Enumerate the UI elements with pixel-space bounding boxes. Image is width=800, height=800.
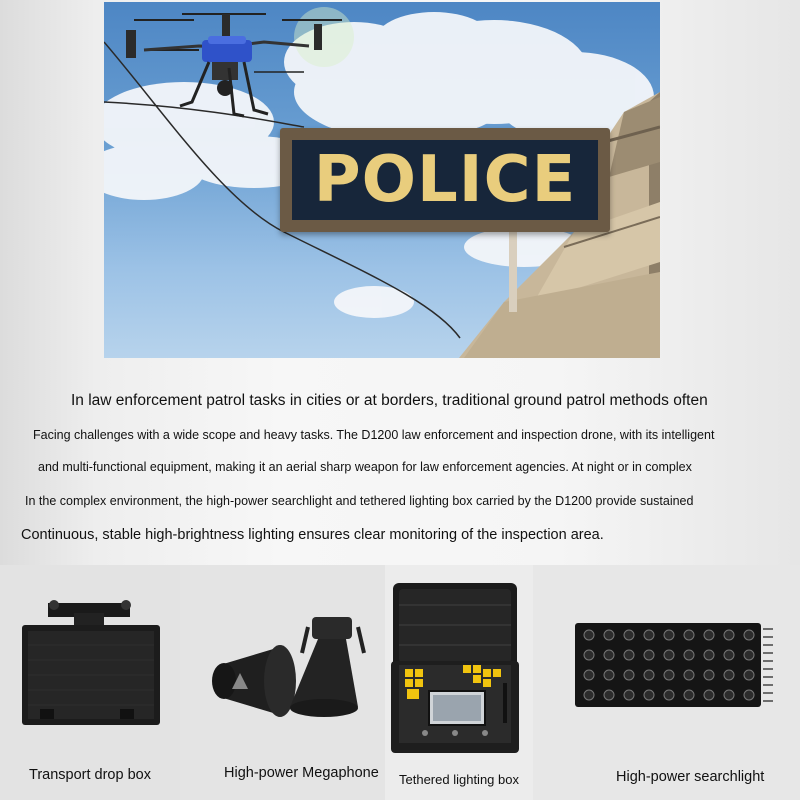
hero-photo <box>104 2 660 358</box>
police-sign <box>280 128 610 232</box>
paragraph-line-4: In the complex environment, the high-power searchlight and tethered lighting box carried by the D1200 provide sustained <box>25 494 694 508</box>
caption-lighting-box: Tethered lighting box <box>399 772 519 787</box>
product-strip <box>0 565 800 800</box>
caption-drop-box: Transport drop box <box>29 767 151 783</box>
lighting-box-icon <box>385 565 533 800</box>
caption-megaphone: High-power Megaphone <box>224 765 379 781</box>
paragraph-line-2: Facing challenges with a wide scope and heavy tasks. The D1200 law enforcement and inspection drone, with its intelligent <box>33 428 715 442</box>
drop-box-icon <box>0 565 180 800</box>
paragraph-line-5: Continuous, stable high-brightness lighting ensures clear monitoring of the inspection area. <box>21 527 604 543</box>
paragraph-line-3: and multi-functional equipment, making it an aerial sharp weapon for law enforcement agencies. At night or in complex <box>38 460 692 474</box>
police-sign-text: POLICE <box>313 143 577 217</box>
product-panel-searchlight <box>533 565 800 800</box>
product-panel-lighting-box <box>385 565 533 800</box>
paragraph-line-1: In law enforcement patrol tasks in cities or at borders, traditional ground patrol methods often <box>71 392 708 409</box>
police-sign-face <box>292 140 598 220</box>
caption-searchlight: High-power searchlight <box>616 769 765 785</box>
searchlight-icon <box>533 565 800 800</box>
product-panel-drop-box <box>0 565 180 800</box>
